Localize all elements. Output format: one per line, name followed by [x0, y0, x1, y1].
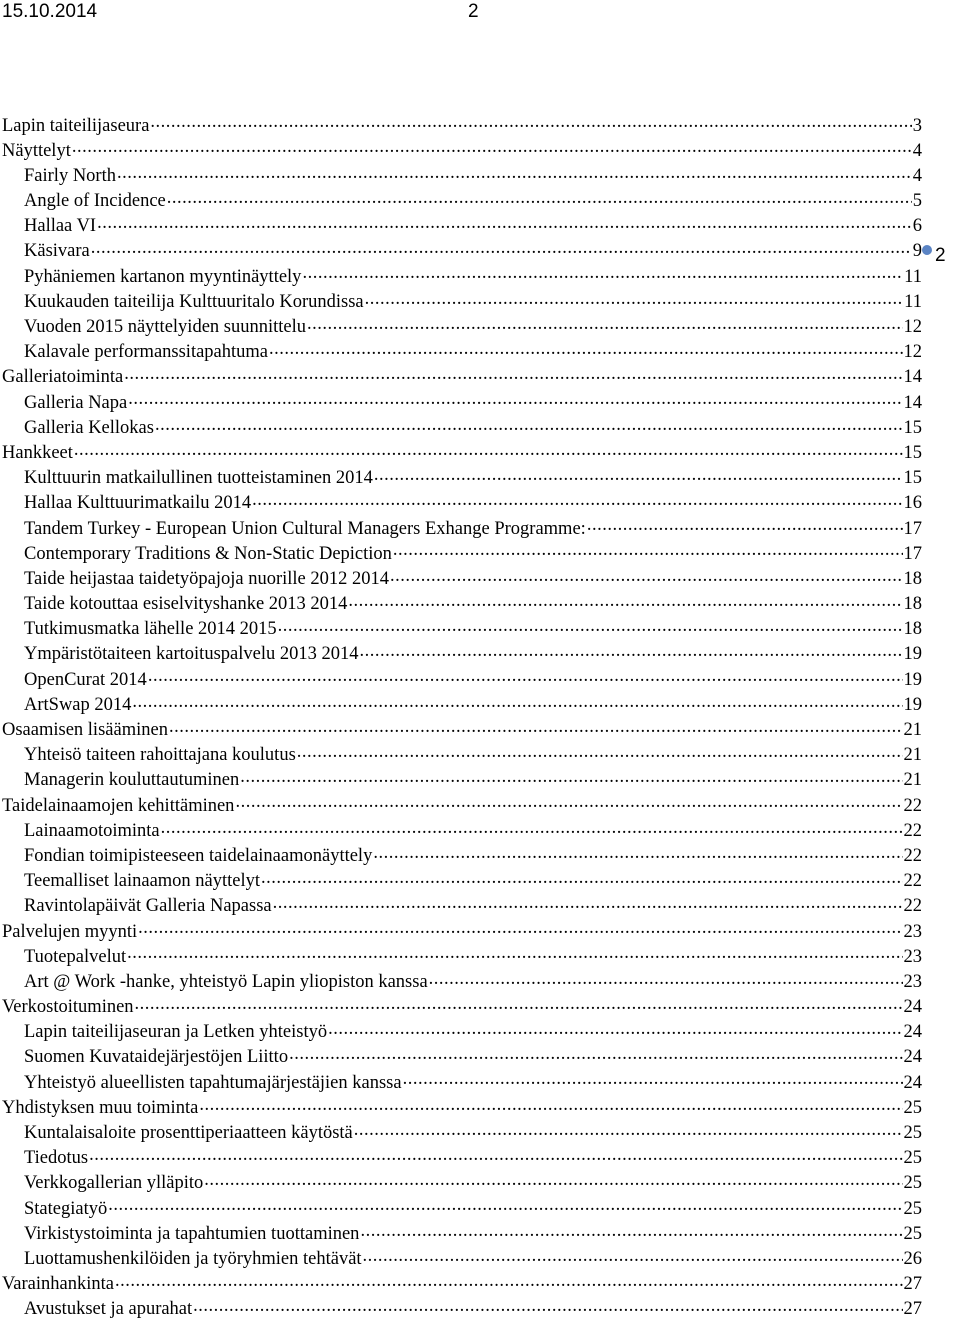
toc-entry-page: 12	[903, 317, 922, 337]
toc-dot-leader	[297, 742, 903, 761]
toc-entry[interactable]	[2, 994, 922, 1019]
toc-entry-page: 18	[903, 594, 922, 615]
toc-entry-page: 22	[903, 845, 922, 866]
toc-entry-title: Taide heijastaa taidetyöpajoja nuorille 2012 2014	[24, 568, 389, 589]
toc-entry[interactable]	[2, 288, 922, 313]
toc-entry-page: 19	[903, 644, 922, 665]
table-of-contents	[2, 112, 922, 1321]
toc-dot-leader	[117, 162, 912, 181]
toc-entry[interactable]	[2, 1271, 922, 1296]
toc-entry-page: 5	[912, 191, 922, 212]
toc-entry-page: 18	[903, 568, 922, 589]
toc-dot-leader	[135, 994, 903, 1013]
toc-entry-title: Avustukset ja apurahat	[24, 1299, 193, 1320]
toc-entry[interactable]	[2, 591, 922, 616]
toc-entry-page: 17	[903, 543, 922, 564]
toc-entry-title: Pyhäniemen kartanon myyntinäyttely	[24, 266, 302, 287]
toc-entry-title: Yhteisö taiteen rahoittajana koulutus	[24, 745, 296, 766]
toc-entry-title: Yhteistyö alueellisten tapahtumajärjestäjien kanssa	[24, 1072, 402, 1093]
toc-dot-leader	[155, 414, 903, 433]
toc-dot-leader	[108, 1195, 902, 1214]
toc-entry[interactable]	[2, 1019, 922, 1044]
toc-dot-leader	[240, 767, 902, 786]
toc-entry-page: 23	[903, 971, 922, 992]
toc-entry-title: Hankkeet	[2, 442, 73, 463]
toc-dot-leader	[252, 490, 902, 509]
toc-entry-page: 11	[904, 266, 922, 287]
toc-entry-title: Managerin kouluttautuminen	[24, 770, 240, 791]
toc-dot-leader	[235, 792, 902, 811]
toc-entry[interactable]	[2, 389, 922, 414]
toc-entry[interactable]	[2, 893, 922, 918]
toc-dot-leader	[273, 893, 903, 912]
toc-entry-title: Contemporary Traditions & Non-Static Depiction	[24, 543, 392, 564]
toc-entry-page: 27	[903, 1274, 922, 1295]
toc-entry[interactable]	[2, 213, 922, 238]
toc-entry[interactable]	[2, 842, 922, 867]
toc-entry-title: Käsivara	[24, 241, 90, 262]
toc-dot-leader	[403, 1069, 903, 1088]
toc-entry[interactable]	[2, 691, 922, 716]
toc-entry-page: 24	[903, 1047, 922, 1068]
toc-entry[interactable]	[2, 1120, 922, 1145]
toc-entry-page: 14	[903, 392, 922, 413]
toc-dot-leader	[167, 188, 912, 207]
toc-dot-leader	[365, 288, 904, 307]
toc-entry-page: 23	[903, 946, 922, 967]
toc-entry-title: Lainaamotoiminta	[24, 820, 160, 841]
toc-entry[interactable]	[2, 238, 922, 263]
toc-entry-page: 19	[903, 694, 922, 715]
toc-dot-leader	[393, 540, 903, 559]
margin-page-number: 2	[935, 245, 946, 266]
toc-entry-title: Osaamisen lisääminen	[2, 720, 168, 740]
toc-dot-leader	[289, 1044, 902, 1063]
toc-dot-leader	[161, 817, 903, 836]
toc-entry-title: Kulttuurin matkailullinen tuotteistaminen 2014	[24, 468, 373, 489]
toc-entry-title: Hallaa VI	[24, 216, 97, 237]
toc-entry-page: 25	[903, 1123, 922, 1143]
toc-entry-page: 6	[912, 216, 922, 237]
toc-dot-leader	[269, 339, 903, 358]
toc-dot-leader	[138, 918, 902, 937]
toc-entry-title: Art @ Work -hanke, yhteistyö Lapin yliopiston kanssa	[24, 971, 428, 992]
toc-entry-title: Vuoden 2015 näyttelyiden suunnittelu	[24, 317, 306, 337]
toc-entry-page: 22	[903, 896, 922, 917]
toc-entry-title: OpenCurat 2014	[24, 669, 147, 690]
marker-dot-icon	[922, 245, 932, 255]
toc-entry-title: Tuotepalvelut	[24, 946, 127, 967]
toc-entry-title: Angle of Incidence	[24, 191, 166, 212]
toc-entry-page: 27	[903, 1299, 922, 1320]
toc-entry-page: 24	[903, 997, 922, 1018]
toc-entry-page: 15	[903, 442, 922, 463]
toc-dot-leader	[89, 1145, 902, 1164]
toc-entry-page: 16	[903, 493, 922, 514]
toc-entry-page: 9	[912, 241, 922, 262]
toc-entry-title: Verkkogallerian ylläpito	[24, 1173, 204, 1194]
toc-entry-page: 21	[903, 720, 922, 740]
toc-entry[interactable]	[2, 1170, 922, 1195]
toc-dot-leader	[72, 137, 912, 156]
toc-entry-page: 24	[903, 1022, 922, 1043]
toc-dot-leader	[302, 263, 903, 282]
page-margin-marker	[920, 243, 960, 271]
toc-entry-page: 18	[903, 619, 922, 640]
toc-dot-leader	[348, 591, 902, 610]
toc-entry-title: Tiedotus	[24, 1148, 89, 1169]
toc-entry-page: 17	[903, 518, 922, 539]
toc-entry-page: 25	[903, 1173, 922, 1194]
toc-dot-leader	[374, 465, 903, 484]
header-page-number: 2	[468, 1, 479, 22]
toc-entry-title: Galleriatoiminta	[2, 367, 124, 388]
toc-dot-leader	[354, 1120, 903, 1139]
toc-entry-title: Kuukauden taiteilija Kulttuuritalo Korundissa	[24, 291, 364, 312]
toc-dot-leader	[587, 515, 903, 534]
toc-entry[interactable]	[2, 263, 922, 288]
toc-entry-page: 26	[903, 1248, 922, 1269]
toc-entry-page: 11	[904, 291, 922, 312]
toc-dot-leader	[127, 943, 902, 962]
toc-entry[interactable]	[2, 742, 922, 767]
toc-entry[interactable]	[2, 188, 922, 213]
toc-entry[interactable]	[2, 565, 922, 590]
toc-entry-page: 21	[903, 770, 922, 791]
toc-entry-title: Galleria Napa	[24, 392, 128, 413]
toc-entry-title: Ravintolapäivät Galleria Napassa	[24, 896, 272, 917]
toc-entry-page: 22	[903, 871, 922, 892]
toc-dot-leader	[307, 314, 903, 333]
toc-dot-leader	[363, 1245, 903, 1264]
toc-dot-leader	[115, 1271, 903, 1290]
toc-dot-leader	[278, 616, 903, 635]
toc-entry[interactable]	[2, 1044, 922, 1069]
toc-entry-title: Virkistystoiminta ja tapahtumien tuottaminen	[24, 1223, 360, 1244]
toc-entry-title: Lapin taiteilijaseuran ja Letken yhteistyö	[24, 1022, 328, 1043]
toc-dot-leader	[261, 868, 902, 887]
toc-dot-leader	[124, 364, 902, 383]
header-date: 15.10.2014	[2, 1, 98, 22]
toc-entry[interactable]	[2, 414, 922, 439]
toc-entry-title: Taidelainaamojen kehittäminen	[2, 795, 235, 816]
toc-entry-page: 4	[912, 140, 922, 161]
toc-entry-title: Kalavale performanssitapahtuma	[24, 342, 268, 363]
toc-entry[interactable]	[2, 918, 922, 943]
toc-entry-page: 25	[903, 1198, 922, 1219]
toc-dot-leader	[74, 439, 903, 458]
toc-dot-leader	[148, 666, 903, 685]
toc-entry-page: 22	[903, 795, 922, 816]
toc-entry-page: 21	[903, 745, 922, 766]
toc-entry[interactable]	[2, 1296, 922, 1321]
toc-entry[interactable]	[2, 490, 922, 515]
toc-entry-title: Fairly North	[24, 165, 116, 186]
toc-dot-leader	[359, 641, 902, 660]
toc-entry[interactable]	[2, 112, 922, 137]
toc-entry-page: 24	[903, 1072, 922, 1093]
toc-entry[interactable]	[2, 1069, 922, 1094]
toc-entry-title: Fondian toimipisteeseen taidelainaamonäyttely	[24, 845, 373, 866]
toc-entry-title: Varainhankinta	[2, 1274, 114, 1295]
toc-entry[interactable]	[2, 1220, 922, 1245]
toc-dot-leader	[429, 968, 903, 987]
toc-entry-page: 25	[903, 1223, 922, 1244]
toc-entry[interactable]	[2, 1145, 922, 1170]
toc-dot-leader	[91, 238, 912, 257]
toc-entry[interactable]	[2, 717, 922, 742]
toc-dot-leader	[132, 691, 902, 710]
toc-entry[interactable]	[2, 314, 922, 339]
toc-entry[interactable]	[2, 641, 922, 666]
toc-entry-title: Teemalliset lainaamon näyttelyt	[24, 871, 261, 892]
toc-entry-title: Hallaa Kulttuurimatkailu 2014	[24, 493, 252, 514]
toc-dot-leader	[204, 1170, 902, 1189]
toc-entry-title: Taide kotouttaa esiselvityshanke 2013 2014	[24, 594, 348, 615]
toc-entry[interactable]	[2, 465, 922, 490]
toc-entry-page: 23	[903, 921, 922, 942]
toc-entry[interactable]	[2, 364, 922, 389]
toc-entry-title: ArtSwap 2014	[24, 694, 132, 715]
toc-entry-page: 15	[903, 417, 922, 438]
toc-entry[interactable]	[2, 1094, 922, 1119]
toc-entry[interactable]	[2, 515, 922, 540]
toc-entry[interactable]	[2, 137, 922, 162]
toc-entry[interactable]	[2, 792, 922, 817]
toc-dot-leader	[169, 717, 903, 736]
toc-dot-leader	[199, 1094, 902, 1113]
toc-dot-leader	[97, 213, 912, 232]
toc-entry[interactable]	[2, 540, 922, 565]
toc-entry-page: 19	[903, 669, 922, 690]
toc-entry[interactable]	[2, 616, 922, 641]
toc-entry[interactable]	[2, 439, 922, 464]
toc-entry[interactable]	[2, 339, 922, 364]
toc-dot-leader	[390, 565, 903, 584]
toc-entry[interactable]	[2, 968, 922, 993]
toc-entry[interactable]	[2, 868, 922, 893]
toc-entry-page: 22	[903, 820, 922, 841]
toc-entry-title: Lapin taiteilijaseura	[2, 115, 150, 136]
toc-entry[interactable]	[2, 943, 922, 968]
toc-entry[interactable]	[2, 767, 922, 792]
toc-entry[interactable]	[2, 1245, 922, 1270]
toc-entry-page: 15	[903, 468, 922, 489]
toc-entry-title: Yhdistyksen muu toiminta	[2, 1097, 199, 1118]
toc-entry-title: Palvelujen myynti	[2, 921, 138, 942]
toc-entry-title: Tandem Turkey - European Union Cultural Managers Exhange Programme:	[24, 518, 586, 539]
toc-dot-leader	[128, 389, 902, 408]
toc-entry-page: 3	[912, 115, 922, 136]
toc-entry[interactable]	[2, 1195, 922, 1220]
toc-entry-page: 25	[903, 1148, 922, 1169]
toc-entry-title: Luottamushenkilöiden ja työryhmien tehtävät	[24, 1248, 362, 1269]
toc-entry-page: 25	[903, 1097, 922, 1118]
toc-dot-leader	[150, 112, 911, 131]
toc-dot-leader	[328, 1019, 902, 1038]
toc-dot-leader	[373, 842, 902, 861]
toc-entry[interactable]	[2, 162, 922, 187]
toc-entry-title: Kuntalaisaloite prosenttiperiaatteen käytöstä	[24, 1123, 353, 1143]
toc-entry-title: Näyttelyt	[2, 140, 71, 161]
toc-entry-title: Galleria Kellokas	[24, 417, 154, 438]
toc-entry-page: 4	[912, 165, 922, 186]
toc-entry-title: Ympäristötaiteen kartoituspalvelu 2013 2014	[24, 644, 359, 665]
toc-entry[interactable]	[2, 817, 922, 842]
toc-entry-title: Suomen Kuvataidejärjestöjen Liitto	[24, 1047, 289, 1068]
toc-entry-page: 14	[903, 367, 922, 388]
toc-entry-title: Tutkimusmatka lähelle 2014 2015	[24, 619, 277, 640]
toc-entry-page: 12	[903, 342, 922, 363]
toc-dot-leader	[193, 1296, 902, 1315]
toc-entry-title: Stategiatyö	[24, 1198, 108, 1219]
toc-entry[interactable]	[2, 666, 922, 691]
toc-dot-leader	[360, 1220, 902, 1239]
toc-entry-title: Verkostoituminen	[2, 997, 134, 1018]
